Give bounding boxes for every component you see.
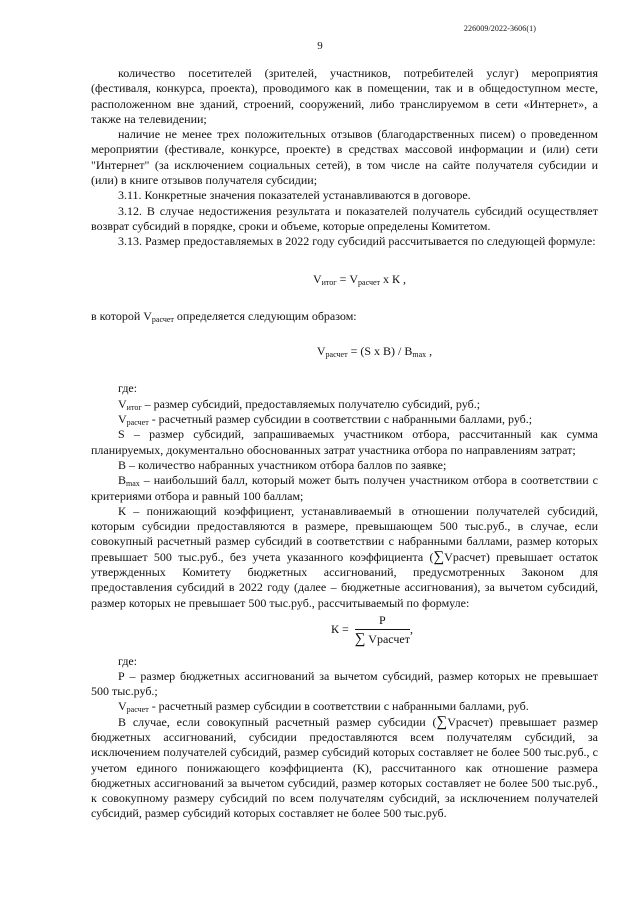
definition-s: S – размер субсидий, запрашиваемых участником отбора, рассчитанный как сумма планируемых, документально обоснованных затрат участника отбора по направлениям затрат; xyxy=(91,427,598,457)
formula-v-raschet: $V_{расчет} = (S$ x $B) / B_{max}$ , xyxy=(316,344,433,360)
sigma-symbol: ∑ xyxy=(436,713,448,730)
sigma-symbol: ∑ xyxy=(354,631,366,648)
page-number: 9 xyxy=(317,40,323,52)
document-body xyxy=(91,66,598,822)
definition-v-itog: $V_{итог}$ – размер субсидий, предоставляемых получателю субсидий, руб.; xyxy=(118,396,481,412)
fraction: $\frac{P}{\text{∑ Vрасчет}}$ xyxy=(354,612,410,648)
paragraph-3-12: 3.12. В случае недостижения результата и показателей получатель субсидий осуществляет возврат субсидий в порядке, сроки и объеме, которые определены Комитетом. xyxy=(91,203,598,233)
sigma-symbol: ∑ xyxy=(433,548,445,565)
paragraph-v-raschet-intro: в которой $V_{расчет}$ определяется следующим образом: xyxy=(91,308,357,324)
paragraph-reduction-rule: В случае, если совокупный расчетный размер субсидии (∑Vрасчет) превышает размер бюджетных ассигнований, субсидии предоставляются всем получателям субсидий, за исключением получателей субсидий, размер субсидий которых составляет не более 500 тыс.руб., с учетом единого понижающего коэффициента (К), рассчитанного как отношение размера бюджетных ассигнований за вычетом субсидий, размер которых составляет не более 500 тыс.руб., к совокупному размеру субсидий по всем получателям субсидий, за исключением получателей субсидий, размер субсидий которых составляет не более 500 тыс.руб. xyxy=(91,713,598,821)
definition-b-max: $B_{max}$ – наибольший балл, который может быть получен участником отбора в соответствии с критериями отбора и равный 100 баллам; xyxy=(91,473,598,503)
definition-k: К – понижающий коэффициент, устанавливаемый в отношении получателей субсидий, которым субсидии предоставляются в размере, превышающем 500 тыс.руб., в случае, если совокупный расчетный размер субсидий в соответствии с набранными баллами, размер которых превышает 500 тыс.руб., без учета указанного коэффициента (∑Vрасчет) превышает остаток утвержденных Комитету бюджетных ассигнований, предусмотренных Законом для предоставления субсидий в 2022 году (далее – бюджетные ассигнования), за вычетом субсидий, размер которых не превышает 500 тыс.руб., рассчитываемый по формуле: xyxy=(91,503,598,610)
paragraph-3-11: 3.11. Конкретные значения показателей устанавливаются в договоре. xyxy=(118,188,471,203)
formula-v-itog: $V_{итог} = V_{расчет}$ х К , xyxy=(312,271,407,287)
definition-b: В – количество набранных участником отбора баллов по заявке; xyxy=(118,457,447,472)
definition-v-raschet-2: $V_{расчет}$ - расчетный размер субсидии в соответствии с набранными баллами, руб. xyxy=(118,699,529,715)
paragraph-visitors: количество посетителей (зрителей, участников, потребителей услуг) мероприятия (фестиваля, конкурса, проекта), проводимого как в помещении, так и в общедоступном месте, расположенном вне зданий, строений, сооружений, либо транслируемом в сети «Интернет», а также на телевидении; xyxy=(91,66,598,126)
paragraph-3-13: 3.13. Размер предоставляемых в 2022 году субсидий рассчитывается по следующей формуле: xyxy=(118,234,596,249)
formula-k: К = $\frac{P}{\text{∑ Vрасчет}}$ , xyxy=(331,612,413,648)
document-id: 226009/2022-3606(1) xyxy=(463,24,536,33)
definition-v-raschet: $V_{расчет}$ - расчетный размер субсидии в соответствии с набранными баллами, руб.; xyxy=(118,412,533,428)
definition-p: Р – размер бюджетных ассигнований за вычетом субсидий, размер которых не превышает 500 тыс.руб.; xyxy=(91,668,598,699)
where-label: где: xyxy=(118,381,138,396)
paragraph-reviews: наличие не менее трех положительных отзывов (благодарственных писем) о проведенном мероприятии (фестивале, конкурсе, проекте) в средствах массовой информации и (или) сети "Интернет" (за исключением социальных сетей), в том числе на сайте получателя субсидии и (или) в книге отзывов получателя субсидии; xyxy=(91,127,598,188)
where-label-2: где: xyxy=(118,653,138,668)
